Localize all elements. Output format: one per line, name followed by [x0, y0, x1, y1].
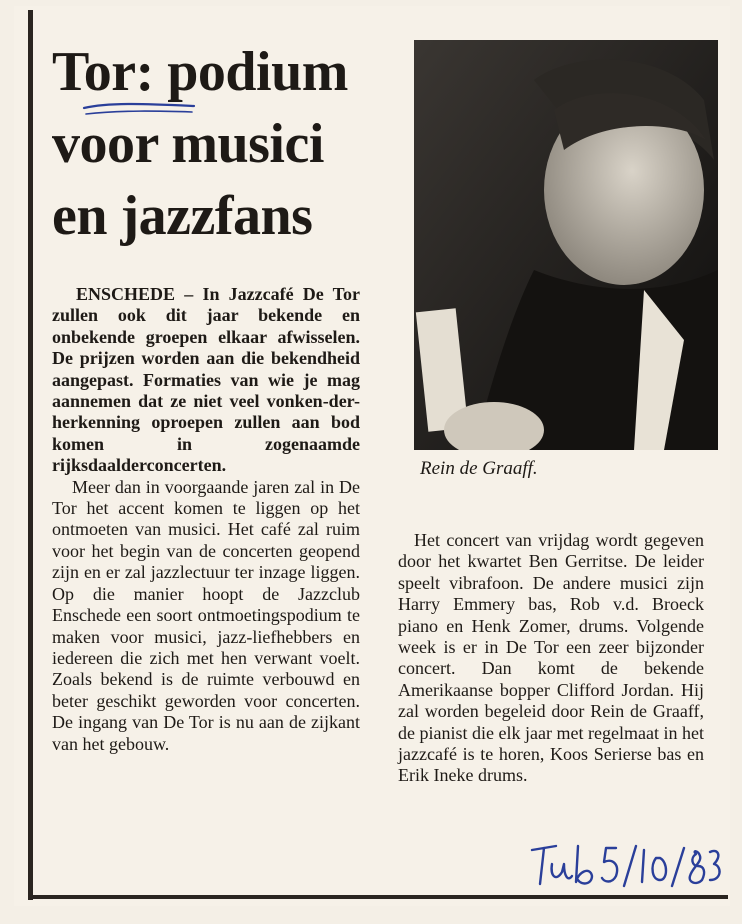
handwritten-date-drawing — [526, 836, 726, 896]
article-lead — [52, 284, 360, 477]
article-column-left — [52, 284, 360, 755]
portrait-photo — [414, 40, 718, 450]
column-rule-left — [28, 10, 33, 900]
handwritten-date-annotation — [526, 836, 726, 896]
article-lead-text: In Jazzcafé De Tor zullen ook dit jaar bekende en onbekende groepen elkaar afwisselen. De prijzen worden aan die bekendheid aangepast. Formaties van wie je mag aannemen dat ze niet veel vonken-der-herkenning oproepen zullen aan bod komen in zogenaamde rijksdaalderconcerten. — [52, 284, 361, 476]
headline-line-3: en jazzfans — [52, 185, 313, 247]
photo-caption: Rein de Graaff. — [420, 458, 538, 479]
article-paragraph-2: Meer dan in voorgaande jaren zal in De Tor het accent komen te liggen op het ontmoeten van musici. Het café zal ruim voor het begin van de concerten geopend zijn en er zal jazzlectuur ter inzage liggen. Op die manier hoopt de Jazzclub Enschede een soort ontmoetingspodium te maken voor musici, jazz-liefhebbers en iedereen die zich met hen verwant voelt. Zoals bekend is de ruimte verbouwd en beter geschikt geworden voor concerten. De ingang van De Tor is nu aan de zijkant van het gebouw. — [52, 476, 360, 754]
headline-line-1: Tor: podium — [52, 41, 348, 103]
pen-underline-mark — [80, 96, 200, 120]
portrait-photo-image — [414, 40, 718, 450]
article-column-right — [398, 530, 704, 787]
article-headline — [52, 36, 412, 252]
article-paragraph-3: Het concert van vrijdag wordt gegeven door het kwartet Ben Gerritse. De leider speelt vibrafoon. De andere musici zijn Harry Emmery bas, Rob v.d. Broeck piano en Henk Zomer, drums. Volgende week is er in De Tor een zeer bijzonder concert. Dan komt de bekende Amerikaanse bopper Clifford Jordan. Hij zal worden begeleid door Rein de Graaff, de pianist die elk jaar met regelmaat in het jazzcafé is te horen, Koos Serierse bas en Erik Ineke drums. — [398, 530, 704, 786]
article-dateline: ENSCHEDE – — [76, 284, 194, 304]
headline-line-2: voor musici — [52, 113, 324, 175]
